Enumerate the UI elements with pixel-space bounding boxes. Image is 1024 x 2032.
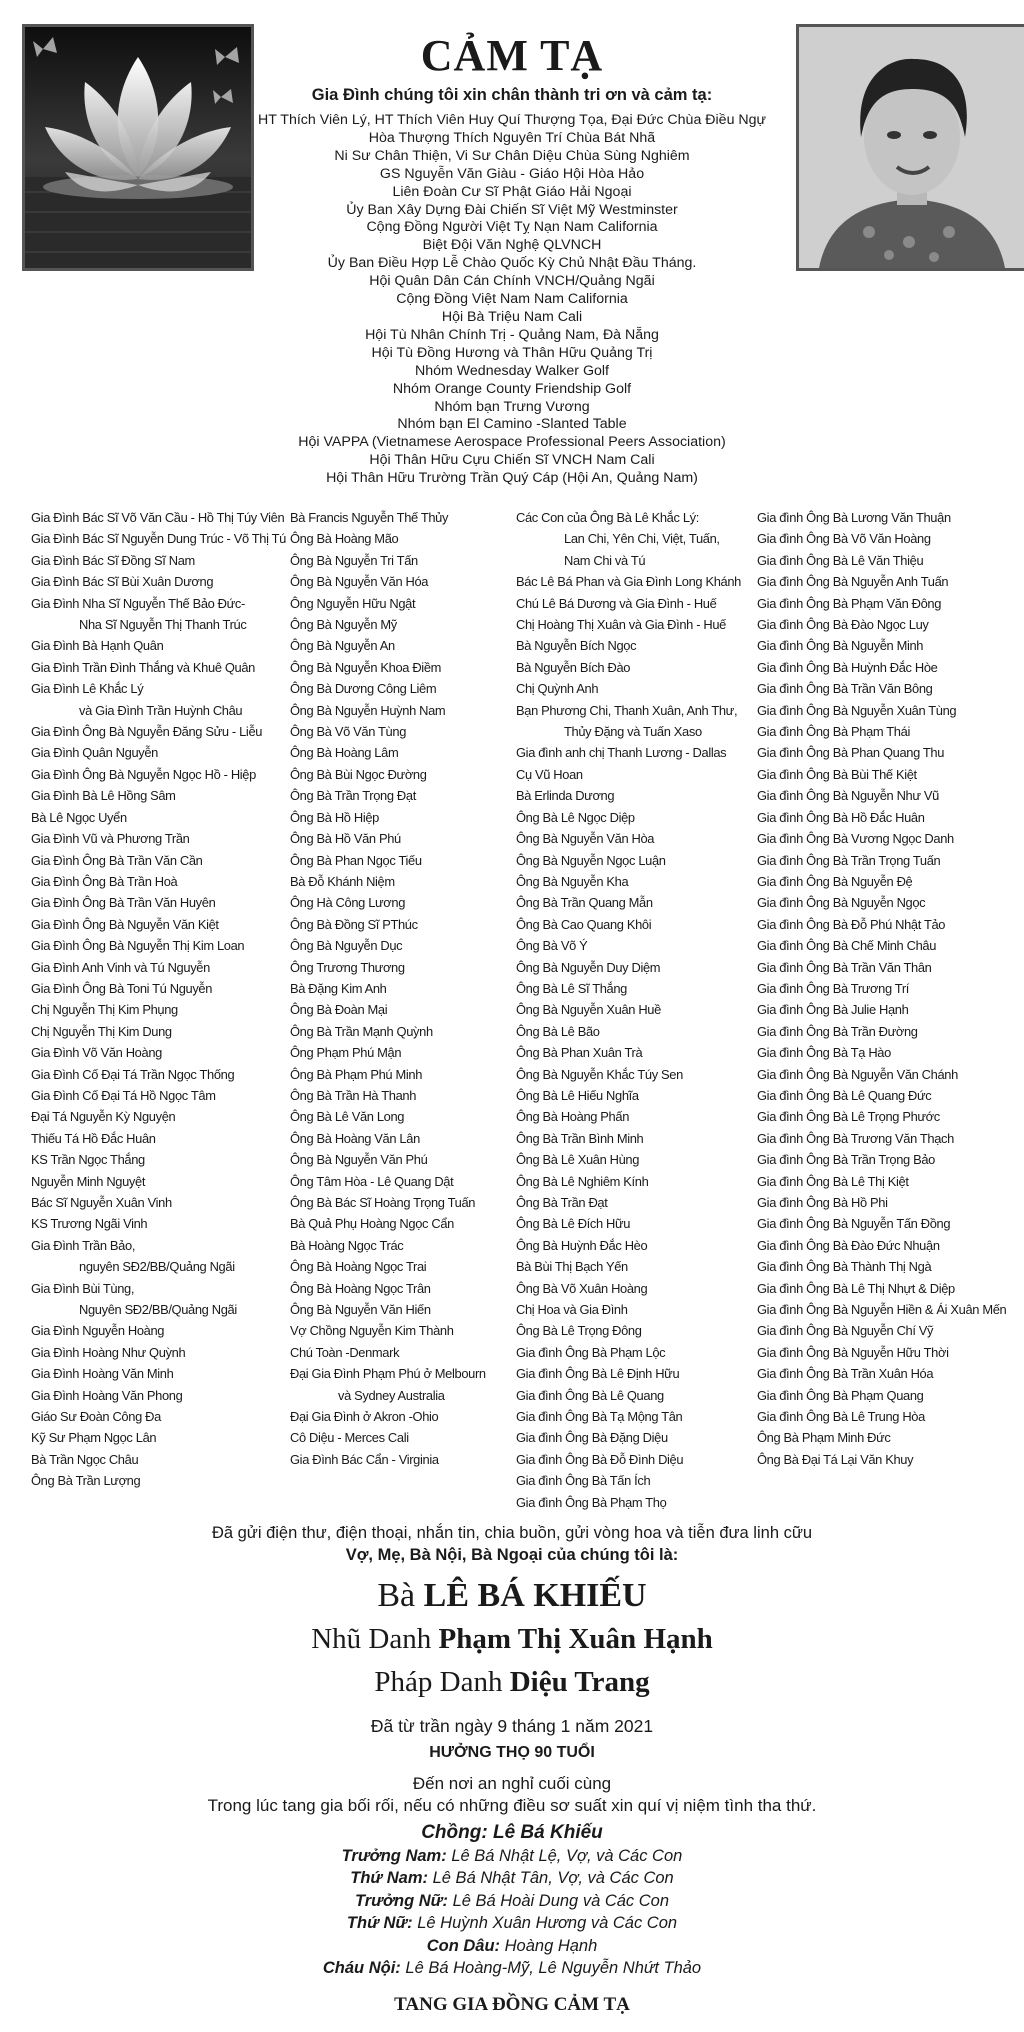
name-entry: Gia Đình Bác Cẩn - Virginia <box>290 1451 439 1467</box>
name-entry: Đại Gia Đình Phạm Phú ở Melbourn <box>290 1366 486 1382</box>
name-entry: Ông Bà Trần Trọng Đạt <box>290 788 416 804</box>
name-entry: Gia Đình Nha Sĩ Nguyễn Thế Bảo Đức- <box>31 595 245 611</box>
name-entry: Gia đình Ông Bà Nguyễn Chí Vỹ <box>757 1323 934 1339</box>
name-entry: Gia đình Ông Bà Võ Văn Hoàng <box>757 531 931 547</box>
name-entry: Ông Bà Hoàng Ngọc Trai <box>290 1259 427 1275</box>
name-entry: nguyên SĐ2/BB/Quảng Ngãi <box>79 1259 235 1275</box>
name-entry: Ông Bà Nguyễn Khắc Túy Sen <box>516 1066 683 1082</box>
name-entry: Ông Bà Hồ Văn Phú <box>290 831 401 847</box>
name-entry: Bà Erlinda Dương <box>516 788 615 804</box>
name-entry: Gia đình Ông Bà Tạ Mộng Tân <box>516 1409 683 1425</box>
name-entry: Gia đình Ông Bà Trần Văn Thân <box>757 959 932 975</box>
deceased-prefix: Bà <box>377 1577 416 1614</box>
name-entry: Chị Hoàng Thị Xuân và Gia Đình - Huế <box>516 617 727 633</box>
name-entry: Ông Bà Lê Hiếu Nghĩa <box>516 1087 639 1103</box>
name-entry: Vợ Chồng Nguyễn Kim Thành <box>290 1323 454 1339</box>
name-entry: Gia Đình Vũ và Phương Trần <box>31 831 190 847</box>
name-entry: Gia đình Ông Bà Phạm Lộc <box>516 1344 666 1360</box>
name-entry: Gia Đình Bùi Tùng, <box>31 1280 135 1296</box>
name-entry: Ông Bà Nguyễn Huỳnh Nam <box>290 702 446 718</box>
name-entry: Thiếu Tá Hồ Đắc Huân <box>31 1130 156 1146</box>
organization-item: HT Thích Viên Lý, HT Thích Viên Huy Quí Thượng Tọa, Đại Đức Chùa Điều Ngự <box>257 112 767 128</box>
organization-item: Biệt Đội Văn Nghệ QLVNCH <box>422 237 602 254</box>
name-entry: Gia đình Ông Bà Trương Trí <box>757 980 910 996</box>
name-entry: Ông Bà Bùi Ngọc Đường <box>290 766 427 782</box>
name-entry: Gia đình Ông Bà Lê Định Hữu <box>516 1366 680 1382</box>
name-entry: Bà Bùi Thị Bạch Yến <box>516 1259 628 1275</box>
message-line-2: Vợ, Mẹ, Bà Nội, Bà Ngoại của chúng tôi là: <box>345 1546 679 1564</box>
name-entry: Gia Đình Bà Lê Hồng Sâm <box>31 788 176 804</box>
name-entry: Ông Bà Hồ Hiệp <box>290 809 379 825</box>
name-entry: Gia Đình Ông Bà Trần Văn Cần <box>31 852 203 868</box>
organization-item: Hòa Thượng Thích Nguyên Trí Chùa Bát Nhã <box>368 129 656 146</box>
names-column-1 <box>31 507 287 1492</box>
name-entry: Ông Bà Hoàng Lâm <box>290 745 399 761</box>
name-entry: Ông Nguyễn Hữu Ngật <box>290 595 416 611</box>
organization-item: GS Nguyễn Văn Giàu - Giáo Hội Hòa Hảo <box>379 165 645 182</box>
name-entry: Gia đình Ông Bà Nguyễn Tấn Đồng <box>757 1216 951 1232</box>
name-entry: Ông Bà Đại Tá Lại Văn Khuy <box>757 1451 914 1467</box>
organization-item: Cộng Đồng Việt Nam Nam California <box>396 291 628 308</box>
name-entry: Ông Bà Trần Đạt <box>516 1195 608 1210</box>
name-entry: Ông Bà Trần Lượng <box>31 1473 141 1489</box>
family-second-son: Thứ Nam: Lê Bá Nhật Tân, Vợ, và Các Con <box>350 1869 674 1887</box>
organization-item: Ni Sư Chân Thiện, Vi Sư Chân Diệu Chùa Sùng Nghiêm <box>334 147 690 164</box>
name-entry: Ông Bà Lê Nghiêm Kính <box>516 1173 649 1189</box>
name-entry: Ông Bà Lê Trọng Đông <box>516 1323 642 1339</box>
name-entry: Ông Bà Đoàn Mại <box>290 1002 388 1018</box>
name-entry: Ông Bà Nguyễn Văn Hiến <box>290 1302 431 1318</box>
name-entry: Gia Đình Ông Bà Nguyễn Văn Kiệt <box>31 916 219 932</box>
name-entry: Bà Nguyễn Bích Ngọc <box>516 638 637 654</box>
name-entry: Chị Quỳnh Anh <box>516 681 599 697</box>
name-entry: Gia đình Ông Bà Nguyễn Đệ <box>757 873 913 889</box>
name-entry: Thủy Đặng và Tuấn Xaso <box>564 724 702 740</box>
name-entry: Gia đình Ông Bà Lê Quang <box>516 1387 664 1403</box>
name-entry: Bác Lê Bá Phan và Gia Đình Long Khánh <box>516 574 741 590</box>
dharma-name <box>0 1666 1024 1699</box>
name-entry: Gia đình Ông Bà Lê Thị Kiệt <box>757 1173 909 1189</box>
name-entry: Gia đình Ông Bà Đặng Diệu <box>516 1430 668 1446</box>
name-entry: Gia đình Ông Bà Nguyễn Hiền & Ái Xuân Mến <box>757 1302 1007 1318</box>
name-entry: Ông Bà Lê Văn Long <box>290 1109 405 1125</box>
name-entry: Gia đình Ông Bà Tấn Ích <box>516 1473 651 1489</box>
family-daughter-in-law: Con Dâu: Hoàng Hạnh <box>426 1936 598 1955</box>
name-entry: Ông Bà Nguyễn Duy Diệm <box>516 959 661 975</box>
name-entry: Gia Đình Ông Bà Toni Tú Nguyễn <box>31 980 213 996</box>
name-entry: Gia Đình Ông Bà Nguyễn Ngọc Hồ - Hiệp <box>31 766 256 782</box>
name-entry: Gia đình anh chị Thanh Lương - Dallas <box>516 745 727 761</box>
name-entry: Nguyễn Minh Nguyệt <box>31 1173 146 1189</box>
organization-item: Liên Đoàn Cư Sĩ Phật Giáo Hải Ngoại <box>392 183 632 200</box>
name-entry: Gia đình Ông Bà Phạm Thái <box>757 724 910 740</box>
family-list <box>0 1822 1024 1980</box>
name-entry: Ông Bà Hoàng Văn Lân <box>290 1130 420 1146</box>
name-entry: Gia đình Ông Bà Trần Văn Bông <box>757 681 933 697</box>
name-entry: Ông Bà Trần Mạnh Quỳnh <box>290 1023 433 1039</box>
organization-item: Ủy Ban Điều Hợp Lễ Chào Quốc Kỳ Chủ Nhật Đầu Tháng. <box>327 255 697 272</box>
names-column-2 <box>290 507 518 1470</box>
name-entry: Ông Bà Hoàng Phấn <box>516 1109 630 1125</box>
name-entry: Gia đình Ông Bà Phạm Quang <box>757 1387 924 1403</box>
name-entry: Bà Đặng Kim Anh <box>290 980 387 996</box>
name-entry: Bà Nguyễn Bích Đào <box>516 659 631 675</box>
name-entry: Bác Sĩ Nguyễn Xuân Vinh <box>31 1195 172 1210</box>
name-entry: Gia Đình Ông Bà Nguyễn Đăng Sửu - Liễu <box>31 724 263 740</box>
name-entry: Ông Bà Võ Văn Tùng <box>290 724 407 740</box>
name-entry: Gia đình Ông Bà Nguyễn Như Vũ <box>757 788 939 804</box>
organization-item: Nhóm bạn Trưng Vương <box>434 398 590 415</box>
name-entry: Gia Đình Hoàng Như Quỳnh <box>31 1344 186 1360</box>
name-entry: Gia đình Ông Bà Trần Xuân Hóa <box>757 1366 934 1382</box>
family-husband: Chồng: Lê Bá Khiếu <box>421 1822 603 1843</box>
name-entry: Bà Francis Nguyễn Thế Thủy <box>290 510 449 525</box>
name-entry: Ông Bà Lê Đích Hữu <box>516 1216 631 1232</box>
name-entry: Gia đình Ông Bà Lê Quang Đức <box>757 1087 932 1103</box>
name-entry: Ông Bà Lê Bão <box>516 1023 600 1039</box>
organization-item: Hội Tù Nhân Chính Trị - Quảng Nam, Đà Nẵng <box>365 326 659 343</box>
name-entry: Bà Hoàng Ngọc Trác <box>290 1237 404 1253</box>
name-entry: Ông Bà Võ Ý <box>516 938 588 954</box>
name-entry: Gia đình Ông Bà Nguyễn Hữu Thời <box>757 1344 949 1360</box>
name-entry: Ông Bà Trần Hà Thanh <box>290 1087 417 1103</box>
name-entry: Nha Sĩ Nguyễn Thị Thanh Trúc <box>79 617 247 633</box>
closing-line: TANG GIA ĐỒNG CẢM TẠ <box>394 1994 630 2015</box>
name-entry: Gia đình Ông Bà Nguyễn Anh Tuấn <box>757 574 949 590</box>
name-entry: Cụ Vũ Hoan <box>516 766 583 782</box>
name-entry: Ông Bà Nguyễn Văn Hòa <box>516 831 655 847</box>
name-entry: Gia Đình Bác Sĩ Nguyễn Dung Trúc - Võ Thị Tú <box>31 531 286 547</box>
maiden-prefix: Nhũ Danh <box>311 1623 432 1655</box>
name-entry: Gia đình Ông Bà Huỳnh Đắc Hòe <box>757 659 938 675</box>
family-second-daughter: Thứ Nữ: Lê Huỳnh Xuân Hương và Các Con <box>346 1914 678 1932</box>
apology-line: Trong lúc tang gia bối rối, nếu có những điều sơ suất xin quí vị niệm tình tha thứ. <box>207 1796 817 1815</box>
name-entry: Gia Đình Anh Vinh và Tú Nguyễn <box>31 959 210 975</box>
name-entry: Gia Đình Bác Sĩ Võ Văn Cầu - Hồ Thị Túy Viên <box>31 510 285 525</box>
name-entry: Gia đình Ông Bà Trần Trọng Bảo <box>757 1152 935 1168</box>
name-entry: Gia đình Ông Bà Nguyễn Ngọc <box>757 895 926 911</box>
name-entry: Gia đình Ông Bà Trần Trọng Tuấn <box>757 852 941 868</box>
organization-item: Cộng Đồng Người Việt Tỵ Nạn Nam California <box>366 219 658 236</box>
page-title: CẢM TẠ <box>420 31 604 80</box>
name-entry: Lan Chi, Yên Chi, Việt, Tuấn, <box>564 531 720 547</box>
name-entry: Ông Bà Phạm Minh Đức <box>757 1430 891 1446</box>
name-entry: Ông Bà Phạm Phú Minh <box>290 1066 423 1082</box>
organization-item: Hội Thân Hữu Cựu Chiến Sĩ VNCH Nam Cali <box>369 452 655 469</box>
name-entry: Gia Đình Ông Bà Nguyễn Thị Kim Loan <box>31 938 245 954</box>
name-entry: Gia đình Ông Bà Thành Thị Ngà <box>757 1259 932 1275</box>
name-entry: Kỹ Sư Phạm Ngọc Lân <box>31 1430 157 1446</box>
name-entry: Ông Bà Phan Ngọc Tiếu <box>290 852 422 868</box>
name-entry: Gia đình Ông Bà Đào Ngọc Luy <box>757 617 929 633</box>
name-entry: Giáo Sư Đoàn Công Đa <box>31 1409 161 1425</box>
name-entry: Gia đình Ông Bà Phan Quang Thu <box>757 745 945 761</box>
name-entry: Gia đình Ông Bà Phạm Văn Đông <box>757 595 942 611</box>
organization-item: Nhóm Orange County Friendship Golf <box>392 380 632 397</box>
name-entry: Ông Bà Nguyễn Xuân Huề <box>516 1002 661 1018</box>
name-entry: Ông Hà Công Lương <box>290 895 406 911</box>
name-entry: Gia đình Ông Bà Hồ Đắc Huân <box>757 809 925 825</box>
name-entry: Ông Bà Nguyễn An <box>290 638 395 654</box>
name-entry: Ông Bà Hoàng Ngọc Trân <box>290 1280 431 1296</box>
name-entry: Chị Nguyễn Thị Kim Dung <box>31 1023 172 1039</box>
name-entry: Ông Bà Phan Xuân Trà <box>516 1045 643 1061</box>
organization-item: Hội Quân Dân Cán Chính VNCH/Quảng Ngãi <box>369 273 655 290</box>
name-entry: Gia Đình Trần Bảo, <box>31 1237 136 1253</box>
name-entry: Bà Đỗ Khánh Niệm <box>290 873 395 889</box>
name-entry: Ông Bà Lê Sĩ Thắng <box>516 980 627 996</box>
name-entry: Ông Bà Bác Sĩ Hoàng Trọng Tuấn <box>290 1195 476 1210</box>
name-entry: Gia đình Ông Bà Lê Trọng Phước <box>757 1109 940 1125</box>
name-entry: Gia Đình Bà Hạnh Quân <box>31 638 164 654</box>
name-entry: Gia đình Ông Bà Lê Trung Hòa <box>757 1409 925 1425</box>
thanks-line: Gia Đình chúng tôi xin chân thành tri ơn và cảm tạ: <box>311 86 713 104</box>
name-entry: Nguyên SĐ2/BB/Quảng Ngãi <box>79 1302 237 1318</box>
name-entry: và Sydney Australia <box>338 1387 445 1403</box>
name-entry: Nam Chi và Tú <box>564 552 646 568</box>
name-entry: Gia đình Ông Bà Nguyễn Xuân Tùng <box>757 702 957 718</box>
name-entry: KS Trương Ngãi Vinh <box>31 1216 148 1232</box>
name-entry: Gia đình Ông Bà Đỗ Phú Nhật Tảo <box>757 916 946 932</box>
names-column-4 <box>757 507 1019 1470</box>
name-entry: Gia đình Ông Bà Nguyễn Minh <box>757 638 924 654</box>
organization-item: Hội Bà Triệu Nam Cali <box>441 308 583 325</box>
name-entry: Gia Đình Bác Sĩ Đồng Sĩ Nam <box>31 552 195 568</box>
name-entry: Ông Bà Đồng Sĩ PThúc <box>290 916 418 932</box>
name-entry: Gia Đình Ông Bà Trần Văn Huyên <box>31 895 216 911</box>
name-entry: Ông Bà Cao Quang Khôi <box>516 916 652 932</box>
name-entry: Bạn Phương Chi, Thanh Xuân, Anh Thư, <box>516 702 738 718</box>
name-entry: Gia Đình Lê Khắc Lý <box>31 681 144 697</box>
age-line: HƯỞNG THỌ 90 TUỔI <box>429 1744 595 1761</box>
name-entry: Gia Đình Hoàng Văn Phong <box>31 1387 183 1403</box>
message-line-1: Đã gửi điện thư, điện thoại, nhắn tin, chia buồn, gửi vòng hoa và tiễn đưa linh cữu <box>211 1524 813 1542</box>
name-entry: Ông Bà Trần Bình Minh <box>516 1130 644 1146</box>
name-entry: Gia Đình Nguyễn Hoàng <box>31 1323 165 1339</box>
name-entry: Bà Trần Ngọc Châu <box>31 1451 139 1467</box>
deceased-name <box>0 1577 1024 1615</box>
name-entry: Gia đình Ông Bà Lê Văn Thiệu <box>757 552 924 568</box>
name-entry: Chú Lê Bá Dương và Gia Đình - Huế <box>516 595 717 611</box>
family-eldest-daughter: Trưởng Nữ: Lê Bá Hoài Dung và Các Con <box>354 1891 670 1910</box>
name-entry: Gia Đình Bác Sĩ Bùi Xuân Dương <box>31 574 214 590</box>
name-entry: Gia Đình Hoàng Văn Minh <box>31 1366 174 1382</box>
name-entry: Ông Bà Lê Ngọc Diệp <box>516 809 635 825</box>
name-entry: Ông Bà Nguyễn Văn Hóa <box>290 574 429 590</box>
name-entry: Ông Bà Nguyễn Tri Tấn <box>290 552 418 568</box>
names-column-3 <box>516 507 756 1513</box>
name-entry: Ông Bà Huỳnh Đắc Hèo <box>516 1237 648 1253</box>
name-entry: Các Con của Ông Bà Lê Khắc Lý: <box>516 510 699 525</box>
name-entry: Ông Bà Nguyễn Văn Phú <box>290 1152 428 1168</box>
name-entry: Ông Bà Nguyễn Mỹ <box>290 617 397 633</box>
organization-list <box>200 112 824 488</box>
name-entry: Gia đình Ông Bà Bùi Thế Kiệt <box>757 766 917 782</box>
name-entry: Ông Bà Nguyễn Kha <box>516 873 629 889</box>
name-entry: KS Trần Ngọc Thắng <box>31 1152 145 1168</box>
name-entry: Gia đình Ông Bà Tạ Hào <box>757 1045 891 1061</box>
rest-line: Đến nơi an nghỉ cuối cùng <box>412 1774 612 1793</box>
name-entry: Ông Bà Lê Xuân Hùng <box>516 1152 640 1168</box>
name-entry: Gia Đình Quân Nguyễn <box>31 745 158 761</box>
name-entry: Gia Đình Ông Bà Trần Hoà <box>31 873 178 889</box>
name-entry: Gia đình Ông Bà Phạm Thọ <box>516 1494 667 1510</box>
name-entry: Gia đình Ông Bà Chế Minh Châu <box>757 938 937 954</box>
name-entry: Gia Đình Cố Đại Tá Trần Ngọc Thống <box>31 1066 235 1082</box>
organization-item: Ủy Ban Xây Dựng Đài Chiến Sĩ Việt Mỹ Westminster <box>346 201 678 218</box>
name-entry: Ông Bà Trần Quang Mẫn <box>516 895 653 911</box>
name-entry: và Gia Đình Trần Huỳnh Châu <box>79 702 243 718</box>
name-entry: Gia đình Ông Bà Lương Văn Thuận <box>757 510 951 525</box>
name-entry: Ông Bà Hoàng Mão <box>290 531 399 547</box>
name-entry: Ông Bà Nguyễn Khoa Điềm <box>290 659 442 675</box>
name-entry: Cô Diệu - Merces Cali <box>290 1430 409 1446</box>
name-entry: Gia Đình Võ Văn Hoàng <box>31 1045 162 1061</box>
name-entry: Đại Gia Đình ở Akron -Ohio <box>290 1409 439 1425</box>
name-entry: Bà Quả Phụ Hoàng Ngọc Cẩn <box>290 1216 454 1232</box>
dharma-prefix: Pháp Danh <box>374 1666 503 1698</box>
name-entry: Gia đình Ông Bà Trần Đường <box>757 1023 918 1039</box>
name-entry: Gia đình Ông Bà Đào Đức Nhuận <box>757 1237 940 1253</box>
name-entry: Đại Tá Nguyễn Kỳ Nguyện <box>31 1109 176 1125</box>
name-entry: Ông Phạm Phú Mận <box>290 1045 402 1061</box>
name-entry: Ông Bà Nguyễn Dục <box>290 938 403 954</box>
name-entry: Gia Đình Trần Đình Thắng và Khuê Quân <box>31 659 256 675</box>
name-entry: Bà Lê Ngọc Uyển <box>31 809 127 825</box>
name-entry: Gia đình Ông Bà Julie Hạnh <box>757 1002 909 1018</box>
name-entry: Gia đình Ông Bà Trương Văn Thạch <box>757 1130 954 1146</box>
name-entry: Chú Toàn -Denmark <box>290 1344 400 1360</box>
passed-date: Đã từ trần ngày 9 tháng 1 năm 2021 <box>370 1716 654 1736</box>
name-entry: Ông Bà Nguyễn Ngọc Luận <box>516 852 666 868</box>
name-entry: Chị Nguyễn Thị Kim Phụng <box>31 1002 178 1018</box>
name-entry: Chị Hoa và Gia Đình <box>516 1302 628 1318</box>
name-entry: Gia đình Ông Bà Đỗ Đình Diệu <box>516 1451 684 1467</box>
maiden-fullname: Phạm Thị Xuân Hạnh <box>438 1623 713 1655</box>
dharma-fullname: Diệu Trang <box>509 1666 650 1698</box>
organization-item: Hội Tù Đồng Hương và Thân Hữu Quảng Trị <box>371 344 653 361</box>
name-entry: Ông Trương Thương <box>290 959 405 975</box>
family-eldest-son: Trưởng Nam: Lê Bá Nhật Lệ, Vợ, và Các Con <box>341 1846 683 1865</box>
name-entry: Gia đình Ông Bà Lê Thị Nhựt & Diệp <box>757 1280 955 1296</box>
family-grandchildren: Cháu Nội: Lê Bá Hoàng-Mỹ, Lê Nguyễn Nhứt Thảo <box>322 1959 702 1977</box>
name-entry: Ông Tâm Hòa - Lê Quang Dật <box>290 1173 454 1189</box>
organization-item: Nhóm Wednesday Walker Golf <box>415 362 609 379</box>
maiden-name <box>0 1623 1024 1656</box>
name-entry: Gia đình Ông Bà Hồ Phi <box>757 1195 888 1210</box>
organization-item: Hội VAPPA (Vietnamese Aerospace Professional Peers Association) <box>298 434 726 451</box>
organization-item: Hội Thân Hữu Trường Trần Quý Cáp (Hội An, Quảng Nam) <box>326 470 698 487</box>
name-entry: Gia đình Ông Bà Vương Ngọc Danh <box>757 831 954 847</box>
name-entry: Gia đình Ông Bà Nguyễn Văn Chánh <box>757 1066 958 1082</box>
name-entry: Ông Bà Võ Xuân Hoàng <box>516 1280 648 1296</box>
name-entry: Gia Đình Cố Đại Tá Hồ Ngọc Tâm <box>31 1087 216 1103</box>
name-entry: Ông Bà Dương Công Liêm <box>290 681 437 697</box>
deceased-fullname: LÊ BÁ KHIẾU <box>423 1577 647 1614</box>
organization-item: Nhóm bạn El Camino -Slanted Table <box>397 416 627 433</box>
